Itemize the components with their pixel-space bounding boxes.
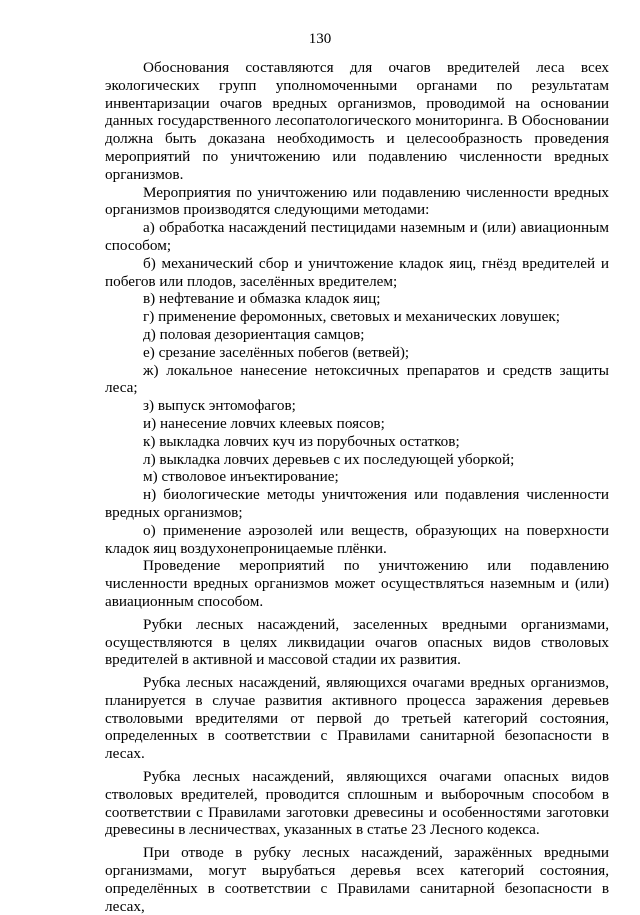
- body-text: [105, 59, 609, 915]
- paragraph: Проведение мероприятий по уничтожению или подавлению численности вредных организмов может осуществляться наземным и (или) авиационным способом.: [105, 557, 609, 610]
- list-item: к) выкладка ловчих куч из порубочных остатков;: [143, 432, 460, 450]
- paragraph: При отводе в рубку лесных насаждений, заражённых вредными организмами, могут вырубаться деревья всех категорий состояния, определённых в соответствии с Правилами санитарной безопасности в лесах,: [105, 844, 609, 915]
- paragraph: Обоснования составляются для очагов вредителей леса всех экологических групп уполномоченными органами по результатам инвентаризации очагов вредных организмов, проводимой на основании данных государственного лесопатологического мониторинга. В Обосновании должна быть доказана необходимость и целесообразность проведения мероприятий по уничтожению или подавлению численности вредных организмов.: [105, 59, 609, 183]
- paragraph: Рубка лесных насаждений, являющихся очагами вредных организмов, планируется в случае развития активного процесса заражения деревьев стволовыми вредителями от первой до третьей категорий состояния, определенных в соответствии с Правилами санитарной безопасности в лесах.: [105, 674, 609, 763]
- list-item: е) срезание заселённых побегов (ветвей);: [143, 343, 410, 361]
- paragraph: Мероприятия по уничтожению или подавлению численности вредных организмов производятся следующими методами:: [105, 183, 609, 219]
- list-item: в) нефтевание и обмазка кладок яиц;: [143, 290, 381, 308]
- list-item: з) выпуск энтомофагов;: [143, 397, 296, 415]
- list-item: г) применение феромонных, световых и механических ловушек;: [143, 308, 560, 326]
- list-item: и) нанесение ловчих клеевых поясов;: [143, 414, 385, 432]
- list-item: н) биологические методы уничтожения или подавления численности вредных организмов;: [105, 486, 609, 521]
- list-item: а) обработка насаждений пестицидами наземным и (или) авиационным способом;: [105, 219, 609, 254]
- list-item: ж) локальное нанесение нетоксичных препаратов и средств защиты леса;: [105, 361, 609, 397]
- page-number: 130: [308, 31, 332, 47]
- paragraph: Рубка лесных насаждений, являющихся очагами опасных видов стволовых вредителей, проводится сплошным и выборочным способом в соответствии с Правилами заготовки древесины и особенностями заготовки древесины в лесничествах, указанных в статье 23 Лесного кодекса.: [105, 768, 609, 839]
- list-item: м) стволовое инъектирование;: [143, 468, 339, 486]
- list-item: о) применение аэрозолей или веществ, образующих на поверхности кладок яиц воздухонепроницаемые плёнки.: [105, 521, 609, 557]
- list-item: б) механический сбор и уничтожение кладок яиц, гнёзд вредителей и побегов или плодов, заселённых вредителем;: [105, 254, 609, 290]
- list-item: л) выкладка ловчих деревьев с их последующей уборкой;: [143, 450, 515, 468]
- paragraph: Рубки лесных насаждений, заселенных вредными организмами, осуществляются в целях ликвидации очагов опасных видов стволовых вредителей в активной и массовой стадии их развития.: [105, 615, 609, 669]
- list-item: д) половая дезориентация самцов;: [143, 325, 365, 343]
